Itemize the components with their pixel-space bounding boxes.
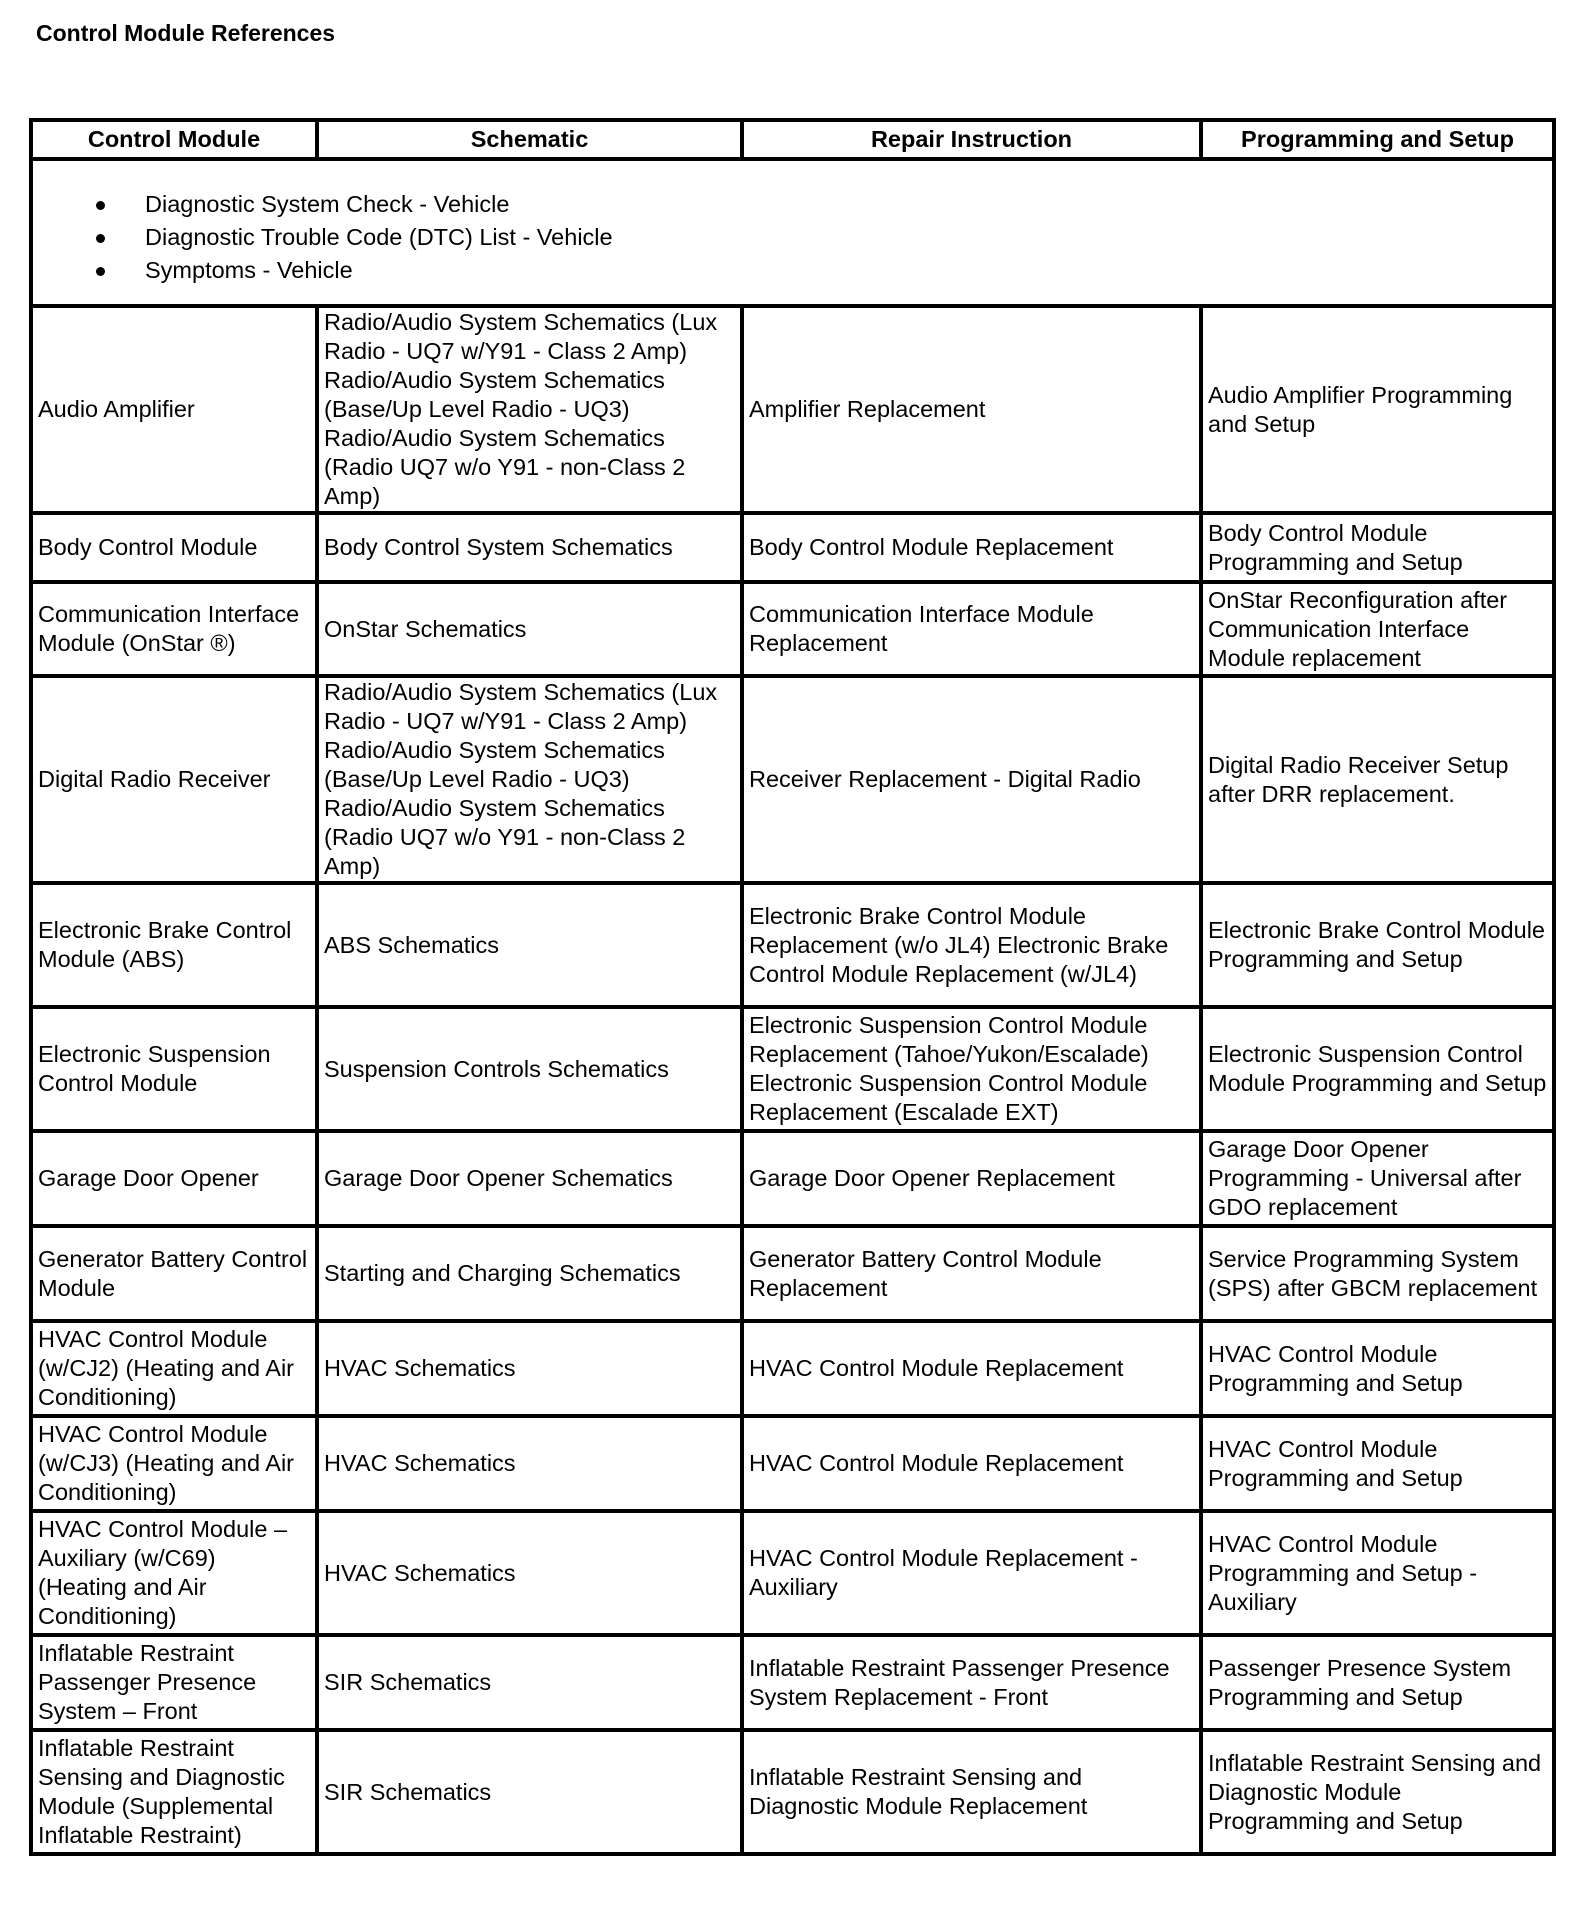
schematic-cell[interactable]: HVAC Schematics — [317, 1416, 742, 1511]
module-cell: Electronic Suspension Control Module — [31, 1007, 317, 1131]
module-cell: Communication Interface Module (OnStar ®) — [31, 582, 317, 676]
programming-cell[interactable]: Audio Amplifier Programming and Setup — [1201, 306, 1554, 513]
table-row — [31, 1131, 1554, 1226]
bullet-cell — [31, 159, 1554, 306]
table-row — [31, 1321, 1554, 1416]
bullet-item — [38, 221, 1547, 254]
module-cell: HVAC Control Module – Auxiliary (w/C69) (Heating and Air Conditioning) — [31, 1511, 317, 1635]
header-control-module: Control Module — [31, 120, 317, 159]
table-row — [31, 1416, 1554, 1511]
programming-cell[interactable]: Body Control Module Programming and Setup — [1201, 513, 1554, 582]
schematic-cell[interactable]: Suspension Controls Schematics — [317, 1007, 742, 1131]
schematic-cell[interactable]: Radio/Audio System Schematics (Lux Radio - UQ7 w/Y91 - Class 2 Amp) Radio/Audio System Schematics (Base/Up Level Radio - UQ3) Radio/Audio System Schematics (Radio UQ7 w/o Y91 - non-Class 2 Amp) — [317, 676, 742, 883]
schematic-cell[interactable]: SIR Schematics — [317, 1730, 742, 1854]
repair-cell[interactable]: Generator Battery Control Module Replacement — [742, 1226, 1201, 1321]
bullet-item — [38, 254, 1547, 287]
programming-cell[interactable]: Garage Door Opener Programming - Universal after GDO replacement — [1201, 1131, 1554, 1226]
bullet-list — [38, 188, 1547, 287]
header-schematic: Schematic — [317, 120, 742, 159]
schematic-cell[interactable]: OnStar Schematics — [317, 582, 742, 676]
programming-cell[interactable]: HVAC Control Module Programming and Setup - Auxiliary — [1201, 1511, 1554, 1635]
module-cell: Garage Door Opener — [31, 1131, 317, 1226]
table-row — [31, 1635, 1554, 1730]
schematic-cell[interactable]: HVAC Schematics — [317, 1321, 742, 1416]
repair-cell[interactable]: Inflatable Restraint Sensing and Diagnostic Module Replacement — [742, 1730, 1201, 1854]
programming-cell[interactable]: Digital Radio Receiver Setup after DRR replacement. — [1201, 676, 1554, 883]
module-cell: Body Control Module — [31, 513, 317, 582]
module-cell: Electronic Brake Control Module (ABS) — [31, 883, 317, 1007]
schematic-cell[interactable]: HVAC Schematics — [317, 1511, 742, 1635]
table-row — [31, 1226, 1554, 1321]
link-diagnostic-system-check[interactable]: Diagnostic System Check - Vehicle — [145, 191, 510, 217]
repair-cell[interactable]: Amplifier Replacement — [742, 306, 1201, 513]
programming-cell[interactable]: OnStar Reconfiguration after Communication Interface Module replacement — [1201, 582, 1554, 676]
table-row — [31, 883, 1554, 1007]
bullet-dot-icon — [96, 201, 105, 210]
table-header-row — [31, 120, 1554, 159]
repair-cell[interactable]: HVAC Control Module Replacement — [742, 1321, 1201, 1416]
programming-cell[interactable]: HVAC Control Module Programming and Setup — [1201, 1321, 1554, 1416]
table-row — [31, 1730, 1554, 1854]
module-cell: Inflatable Restraint Passenger Presence System – Front — [31, 1635, 317, 1730]
schematic-cell[interactable]: SIR Schematics — [317, 1635, 742, 1730]
repair-cell[interactable]: HVAC Control Module Replacement - Auxiliary — [742, 1511, 1201, 1635]
header-programming-setup: Programming and Setup — [1201, 120, 1554, 159]
link-symptoms[interactable]: Symptoms - Vehicle — [145, 257, 353, 283]
module-cell: Generator Battery Control Module — [31, 1226, 317, 1321]
page-title: Control Module References — [36, 20, 336, 46]
repair-cell[interactable]: Body Control Module Replacement — [742, 513, 1201, 582]
module-cell: Audio Amplifier — [31, 306, 317, 513]
table-row — [31, 513, 1554, 582]
schematic-cell[interactable]: Radio/Audio System Schematics (Lux Radio - UQ7 w/Y91 - Class 2 Amp) Radio/Audio System Schematics (Base/Up Level Radio - UQ3) Radio/Audio System Schematics (Radio UQ7 w/o Y91 - non-Class 2 Amp) — [317, 306, 742, 513]
bullet-item — [38, 188, 1547, 221]
programming-cell[interactable]: HVAC Control Module Programming and Setup — [1201, 1416, 1554, 1511]
programming-cell[interactable]: Electronic Brake Control Module Programming and Setup — [1201, 883, 1554, 1007]
schematic-cell[interactable]: Starting and Charging Schematics — [317, 1226, 742, 1321]
schematic-cell[interactable]: Body Control System Schematics — [317, 513, 742, 582]
link-dtc-list[interactable]: Diagnostic Trouble Code (DTC) List - Vehicle — [145, 224, 613, 250]
bullet-dot-icon — [96, 267, 105, 276]
module-cell: HVAC Control Module (w/CJ2) (Heating and Air Conditioning) — [31, 1321, 317, 1416]
repair-cell[interactable]: Electronic Suspension Control Module Replacement (Tahoe/Yukon/Escalade) Electronic Suspension Control Module Replacement (Escalade EXT) — [742, 1007, 1201, 1131]
table-row — [31, 1511, 1554, 1635]
table-row — [31, 582, 1554, 676]
table-row — [31, 306, 1554, 513]
repair-cell[interactable]: HVAC Control Module Replacement — [742, 1416, 1201, 1511]
table-row — [31, 676, 1554, 883]
schematic-cell[interactable]: ABS Schematics — [317, 883, 742, 1007]
repair-cell[interactable]: Garage Door Opener Replacement — [742, 1131, 1201, 1226]
table-row — [31, 1007, 1554, 1131]
control-module-table — [29, 118, 1556, 1856]
repair-cell[interactable]: Communication Interface Module Replacement — [742, 582, 1201, 676]
bullet-dot-icon — [96, 234, 105, 243]
repair-cell[interactable]: Receiver Replacement - Digital Radio — [742, 676, 1201, 883]
programming-cell[interactable]: Service Programming System (SPS) after GBCM replacement — [1201, 1226, 1554, 1321]
repair-cell[interactable]: Inflatable Restraint Passenger Presence System Replacement - Front — [742, 1635, 1201, 1730]
schematic-cell[interactable]: Garage Door Opener Schematics — [317, 1131, 742, 1226]
programming-cell[interactable]: Inflatable Restraint Sensing and Diagnostic Module Programming and Setup — [1201, 1730, 1554, 1854]
module-cell: Inflatable Restraint Sensing and Diagnostic Module (Supplemental Inflatable Restraint) — [31, 1730, 317, 1854]
module-cell: HVAC Control Module (w/CJ3) (Heating and Air Conditioning) — [31, 1416, 317, 1511]
bullet-row — [31, 159, 1554, 306]
programming-cell[interactable]: Passenger Presence System Programming and Setup — [1201, 1635, 1554, 1730]
module-cell: Digital Radio Receiver — [31, 676, 317, 883]
programming-cell[interactable]: Electronic Suspension Control Module Programming and Setup — [1201, 1007, 1554, 1131]
repair-cell[interactable]: Electronic Brake Control Module Replacement (w/o JL4) Electronic Brake Control Module Replacement (w/JL4) — [742, 883, 1201, 1007]
header-repair-instruction: Repair Instruction — [742, 120, 1201, 159]
